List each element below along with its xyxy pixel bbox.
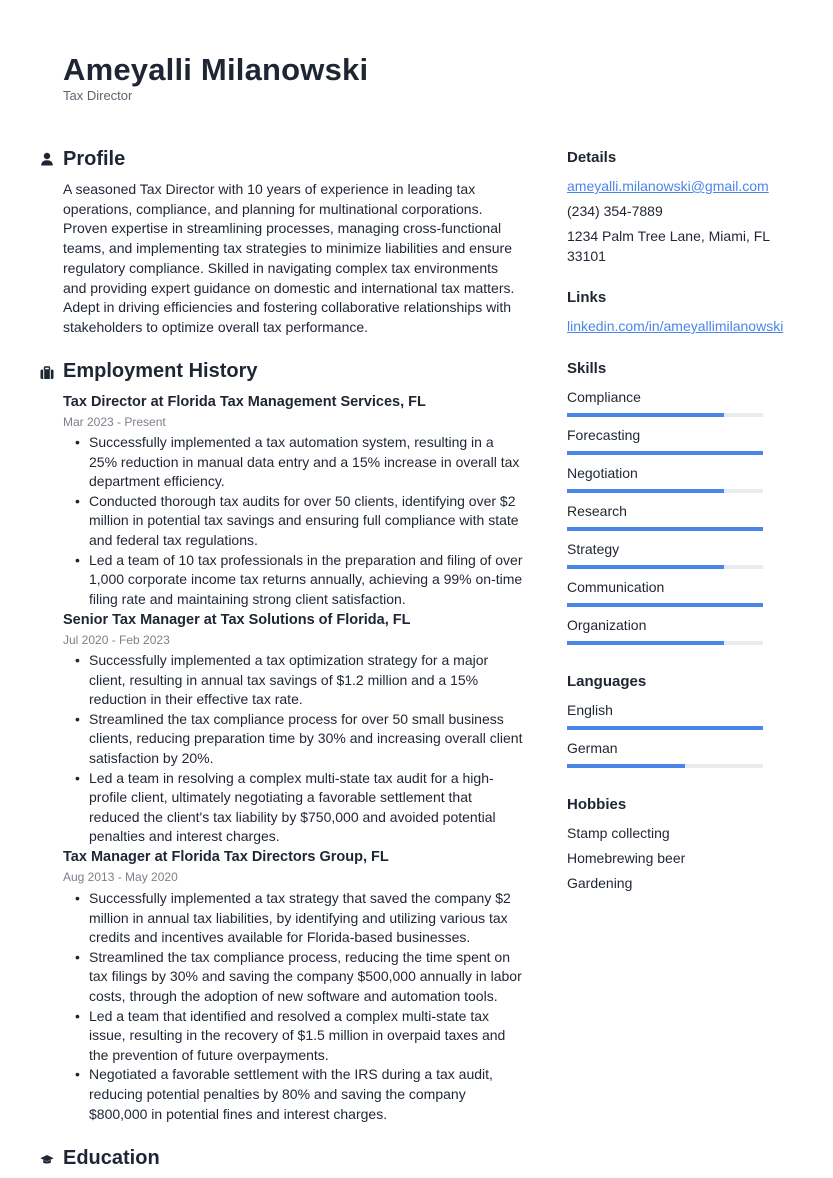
address <box>567 227 797 266</box>
profile-heading: Profile <box>63 148 126 170</box>
skill-label: Communication <box>567 579 665 595</box>
profile-line: Proven expertise in streamlining processes, managing cross-functional <box>63 220 502 237</box>
job-bullet: • Led a team that identified and resolved a complex multi-state tax issue, resulting in the recovery of $1.5 million in overpaid taxes and the prevention of future overpayments. <box>63 1007 523 1066</box>
skill-label: Compliance <box>567 389 641 405</box>
language-bar <box>567 726 763 730</box>
job-bullets <box>63 889 523 1124</box>
job-bullet: • Successfully implemented a tax automation system, resulting in a 25% reduction in manual data entry and a 15% increase in overall tax department efficiency. <box>63 433 523 492</box>
profile-line: teams, and implementing tax strategies to minimize liabilities and ensure <box>63 240 512 257</box>
briefcase-icon <box>40 366 54 380</box>
profile-line: A seasoned Tax Director with 10 years of experience in leading tax <box>63 181 476 197</box>
skill-bar <box>567 451 763 455</box>
phone-number: (234) 354-7889 <box>567 203 663 219</box>
skill-label: Forecasting <box>567 427 641 443</box>
profile-line: operations, compliance, and planning for multinational corporations. <box>63 200 483 217</box>
language-label: German <box>567 740 618 756</box>
job-bullet: • Led a team in resolving a complex multi-state tax audit for a high-profile client, ultimately negotiating a favorable settlement that reduced the client's tax liability by $750,000 and avoided potential penalties and interest charges. <box>63 769 523 847</box>
job-bullet: • Negotiated a favorable settlement with the IRS during a tax audit, reducing potential penalties by 80% and saving the company $800,000 in potential fines and interest charges. <box>63 1065 523 1124</box>
skill-bar-fill <box>567 603 763 607</box>
skill-bar-fill <box>567 413 724 417</box>
skill-bar-fill <box>567 641 724 645</box>
language-bar <box>567 764 763 768</box>
skill-label: Strategy <box>567 541 620 557</box>
profile-line: stakeholders to optimize overall tax performance. <box>63 318 369 335</box>
language-label: English <box>567 702 613 718</box>
graduation-cap-icon <box>40 1153 54 1167</box>
details-heading: Details <box>567 149 617 166</box>
job-bullet: • Successfully implemented a tax optimization strategy for a major client, resulting in annual tax savings of $1.2 million and a 15% reduction in their effective tax rate. <box>63 651 523 710</box>
profile-line: and providing expert guidance on domestic and international tax matters. <box>63 279 515 296</box>
skill-bar-fill <box>567 451 763 455</box>
skill-bar <box>567 603 763 607</box>
skill-label: Organization <box>567 617 647 633</box>
skill-bar-fill <box>567 489 724 493</box>
candidate-name: Ameyalli Milanowski <box>63 52 369 87</box>
hobby-item: Homebrewing beer <box>567 850 686 866</box>
profile-summary <box>63 180 523 338</box>
linkedin-link[interactable]: linkedin.com/in/ameyallimilanowski <box>567 318 784 334</box>
job-dates: Jul 2020 - Feb 2023 <box>63 633 170 647</box>
links-heading: Links <box>567 289 607 306</box>
skill-bar <box>567 489 763 493</box>
job-bullets <box>63 651 523 847</box>
hobby-item: Stamp collecting <box>567 825 670 841</box>
address-line: 33101 <box>567 247 606 264</box>
employment-heading: Employment History <box>63 360 258 382</box>
languages-heading: Languages <box>567 673 647 690</box>
profile-line: Adept in driving efficiencies and fostering collaborative relationships with <box>63 299 511 316</box>
skill-bar <box>567 641 763 645</box>
skill-label: Research <box>567 503 627 519</box>
job-bullet: • Successfully implemented a tax strategy that saved the company $2 million in annual tax liabilities, by identifying and utilizing various tax credits and incentives available for Florida-based businesses. <box>63 889 523 948</box>
job-bullet: • Conducted thorough tax audits for over 50 clients, identifying over $2 million in potential tax savings and ensuring full compliance with state and federal tax regulations. <box>63 492 523 551</box>
job-title: Tax Director at Florida Tax Management Services, FL <box>63 394 426 410</box>
skills-heading: Skills <box>567 360 607 377</box>
candidate-title: Tax Director <box>63 88 133 103</box>
hobbies-heading: Hobbies <box>567 796 627 813</box>
skill-bar <box>567 527 763 531</box>
job-bullet: • Streamlined the tax compliance process for over 50 small business clients, reducing preparation time by 30% and increasing overall client satisfaction by 20%. <box>63 710 523 769</box>
skill-bar-fill <box>567 527 763 531</box>
skill-bar <box>567 413 763 417</box>
person-icon <box>40 152 54 166</box>
profile-line: regulatory compliance. Skilled in navigating complex tax environments <box>63 259 498 276</box>
job-title: Tax Manager at Florida Tax Directors Group, FL <box>63 849 389 865</box>
address-line: 1234 Palm Tree Lane, Miami, FL <box>567 228 771 244</box>
language-bar-fill <box>567 726 763 730</box>
job-dates: Aug 2013 - May 2020 <box>63 870 178 884</box>
language-bar-fill <box>567 764 685 768</box>
job-bullet: • Led a team of 10 tax professionals in the preparation and filing of over 1,000 corporate income tax returns annually, achieving a 99% on-time filing rate and maintaining strong client satisfaction. <box>63 551 523 610</box>
hobby-item: Gardening <box>567 875 633 891</box>
education-heading: Education <box>63 1147 160 1169</box>
email-link[interactable]: ameyalli.milanowski@gmail.com <box>567 178 769 194</box>
skill-bar <box>567 565 763 569</box>
job-bullet: • Streamlined the tax compliance process, reducing the time spent on tax filings by 30% and saving the company $500,000 annually in labor costs, through the adoption of new software and automation tools. <box>63 948 523 1007</box>
job-dates: Mar 2023 - Present <box>63 415 166 429</box>
job-bullets <box>63 433 523 609</box>
skill-label: Negotiation <box>567 465 638 481</box>
job-title: Senior Tax Manager at Tax Solutions of Florida, FL <box>63 612 411 628</box>
skill-bar-fill <box>567 565 724 569</box>
